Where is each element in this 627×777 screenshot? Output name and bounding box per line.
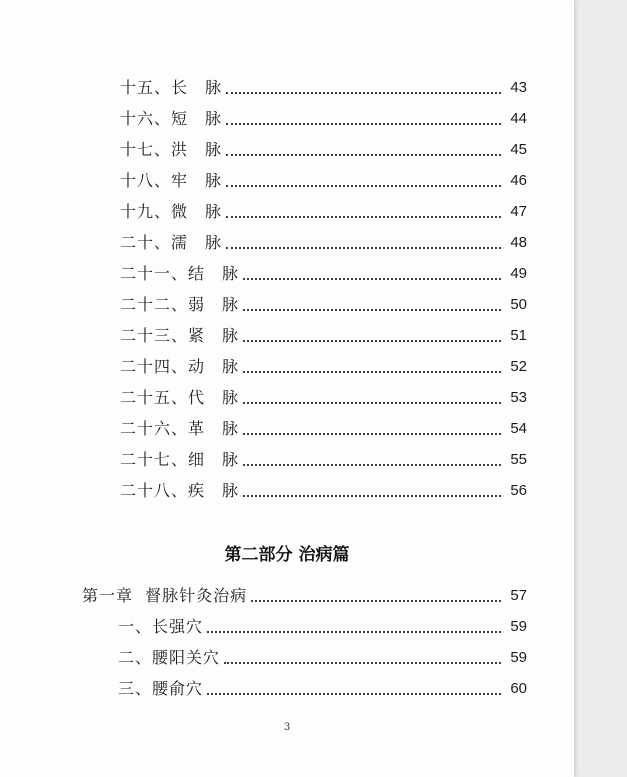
toc-entry[interactable]: [120, 74, 527, 98]
dot-leader: [207, 693, 501, 695]
toc-entry-label: 二十六、革 脉: [120, 419, 240, 438]
toc-entry-label: 二十五、代 脉: [120, 388, 240, 407]
dot-leader: [226, 123, 501, 125]
toc-entry-page: 47: [510, 203, 527, 220]
toc-entry-label: 十九、微 脉: [120, 202, 223, 221]
dot-leader: [226, 247, 501, 249]
toc-entry-page: 49: [510, 265, 527, 282]
dot-leader: [224, 662, 501, 664]
toc-entry-page: 53: [510, 389, 527, 406]
toc-entry-label: 二十三、紧 脉: [120, 326, 240, 345]
toc-entry[interactable]: [118, 675, 527, 699]
toc-entry[interactable]: [120, 353, 527, 377]
dot-leader: [226, 216, 501, 218]
toc-entry-page: 55: [510, 451, 527, 468]
toc-entry[interactable]: [120, 446, 527, 470]
toc-entry-label: 十五、长 脉: [120, 78, 223, 97]
dot-leader: [251, 600, 501, 602]
dot-leader: [243, 340, 501, 342]
toc-entry[interactable]: [120, 260, 527, 284]
dot-leader: [226, 154, 501, 156]
toc-entry-page: 59: [510, 618, 527, 635]
toc-entry-label: 二十七、细 脉: [120, 450, 240, 469]
toc-entry-label: 二十二、弱 脉: [120, 295, 240, 314]
toc-chapter-page: 57: [510, 587, 527, 604]
dot-leader: [243, 371, 501, 373]
dot-leader: [226, 92, 501, 94]
toc-entry-label: 二十四、动 脉: [120, 357, 240, 376]
toc-entry-page: 51: [510, 327, 527, 344]
toc-entry-page: 48: [510, 234, 527, 251]
toc-entry[interactable]: [120, 291, 527, 315]
toc-entry[interactable]: [120, 229, 527, 253]
toc-entry-label: 二十一、结 脉: [120, 264, 240, 283]
toc-entry[interactable]: [120, 105, 527, 129]
toc-entry-label: 十七、洪 脉: [120, 140, 223, 159]
toc-entry-label: 二、腰阳关穴: [118, 648, 221, 667]
toc-entry-page: 54: [510, 420, 527, 437]
toc-entry-label: 二十、濡 脉: [120, 233, 223, 252]
toc-entry-page: 59: [510, 649, 527, 666]
toc-entry[interactable]: [120, 167, 527, 191]
part-two-heading: 第二部分 治病篇: [224, 545, 350, 565]
toc-entry-label: 一、长强穴: [118, 617, 204, 636]
dot-leader: [226, 185, 501, 187]
toc-entry-page: 44: [510, 110, 527, 127]
toc-entry-label: 十六、短 脉: [120, 109, 223, 128]
toc-entry-page: 56: [510, 482, 527, 499]
toc-chapter-entry[interactable]: [82, 582, 527, 606]
toc-entry[interactable]: [118, 613, 527, 637]
toc-entry-page: 60: [510, 680, 527, 697]
toc-entry[interactable]: [120, 136, 527, 160]
dot-leader: [243, 278, 501, 280]
toc-entry-label: 三、腰俞穴: [118, 679, 204, 698]
footer-page-number: 3: [283, 722, 291, 733]
dot-leader: [243, 464, 501, 466]
toc-entry-label: 十八、牢 脉: [120, 171, 223, 190]
dot-leader: [243, 495, 501, 497]
toc-entry[interactable]: [118, 644, 527, 668]
dot-leader: [243, 402, 501, 404]
toc-entry[interactable]: [120, 322, 527, 346]
toc-entry-page: 43: [510, 79, 527, 96]
toc-entry-page: 45: [510, 141, 527, 158]
toc-entry[interactable]: [120, 477, 527, 501]
toc-entry[interactable]: [120, 198, 527, 222]
toc-entry-page: 46: [510, 172, 527, 189]
toc-chapter-label: 第一章 督脉针灸治病: [82, 586, 248, 605]
toc-entry-label: 二十八、疾 脉: [120, 481, 240, 500]
toc-entry[interactable]: [120, 415, 527, 439]
toc-entry-page: 52: [510, 358, 527, 375]
toc-entry[interactable]: [120, 384, 527, 408]
dot-leader: [243, 309, 501, 311]
toc-entry-page: 50: [510, 296, 527, 313]
dot-leader: [207, 631, 501, 633]
dot-leader: [243, 433, 501, 435]
